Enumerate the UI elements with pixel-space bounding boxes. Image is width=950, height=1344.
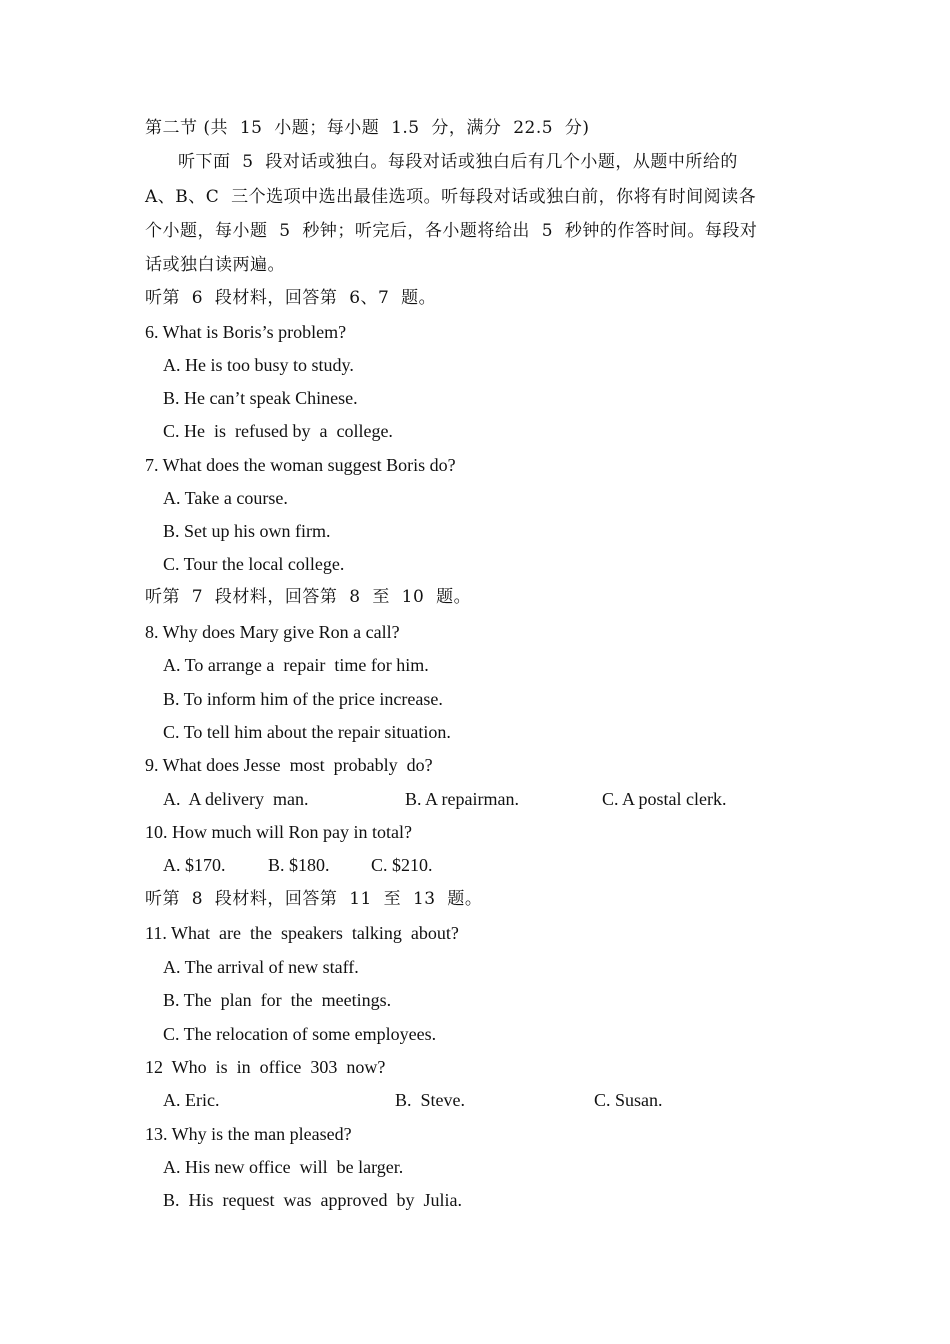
answer-option: B. His request was approved by Julia.: [163, 1190, 462, 1210]
answer-option: B. The plan for the meetings.: [163, 990, 392, 1010]
question-stem: 12 Who is in office 303 now?: [145, 1057, 386, 1077]
answer-option: A. Take a course.: [163, 488, 288, 508]
answer-option: B. A repairman.: [405, 789, 519, 809]
question-stem: 8. Why does Mary give Ron a call?: [145, 622, 400, 642]
answer-option: B. To inform him of the price increase.: [163, 689, 443, 709]
question-stem: 13. Why is the man pleased?: [145, 1124, 352, 1144]
instruction-line: 个小题，每小题 5 秒钟；听完后，各小题将给出 5 秒钟的作答时间。每段对: [145, 221, 758, 241]
answer-option: A. To arrange a repair time for him.: [163, 655, 429, 675]
instruction-line: A、B、C 三个选项中选出最佳选项。听每段对话或独白前，你将有时间阅读各: [145, 187, 757, 207]
answer-option: C. The relocation of some employees.: [163, 1024, 437, 1044]
question-stem: 10. How much will Ron pay in total?: [145, 822, 412, 842]
answer-option: B. Steve.: [395, 1090, 465, 1110]
group-intro: 听第 7 段材料，回答第 8 至 10 题。: [145, 587, 472, 607]
question-stem: 6. What is Boris’s problem?: [145, 322, 347, 342]
answer-option: C. Susan.: [594, 1090, 663, 1110]
group-intro: 听第 6 段材料，回答第 6、7 题。: [145, 288, 437, 308]
answer-option: C. He is refused by a college.: [163, 421, 393, 441]
answer-option: B. Set up his own firm.: [163, 521, 331, 541]
answer-option: A. Eric.: [163, 1090, 220, 1110]
instruction-line: 话或独白读两遍。: [145, 255, 285, 275]
answer-option: C. To tell him about the repair situation.: [163, 722, 451, 742]
answer-option: B. He can’t speak Chinese.: [163, 388, 358, 408]
answer-option: A. The arrival of new staff.: [163, 957, 359, 977]
answer-option: A. $170.: [163, 855, 226, 875]
answer-option: C. Tour the local college.: [163, 554, 345, 574]
answer-option: A. A delivery man.: [163, 789, 309, 809]
question-stem: 11. What are the speakers talking about?: [145, 923, 459, 943]
answer-option: C. A postal clerk.: [602, 789, 727, 809]
question-stem: 7. What does the woman suggest Boris do?: [145, 455, 456, 475]
question-stem: 9. What does Jesse most probably do?: [145, 755, 433, 775]
section-heading: 第二节 (共 15 小题；每小题 1.5 分，满分 22.5 分): [145, 118, 590, 138]
answer-option: A. His new office will be larger.: [163, 1157, 404, 1177]
answer-option: A. He is too busy to study.: [163, 355, 354, 375]
answer-option: C. $210.: [371, 855, 433, 875]
answer-option: B. $180.: [268, 855, 330, 875]
group-intro: 听第 8 段材料，回答第 11 至 13 题。: [145, 889, 483, 909]
instruction-line: 听下面 5 段对话或独白。每段对话或独白后有几个小题，从题中所给的: [178, 152, 738, 172]
